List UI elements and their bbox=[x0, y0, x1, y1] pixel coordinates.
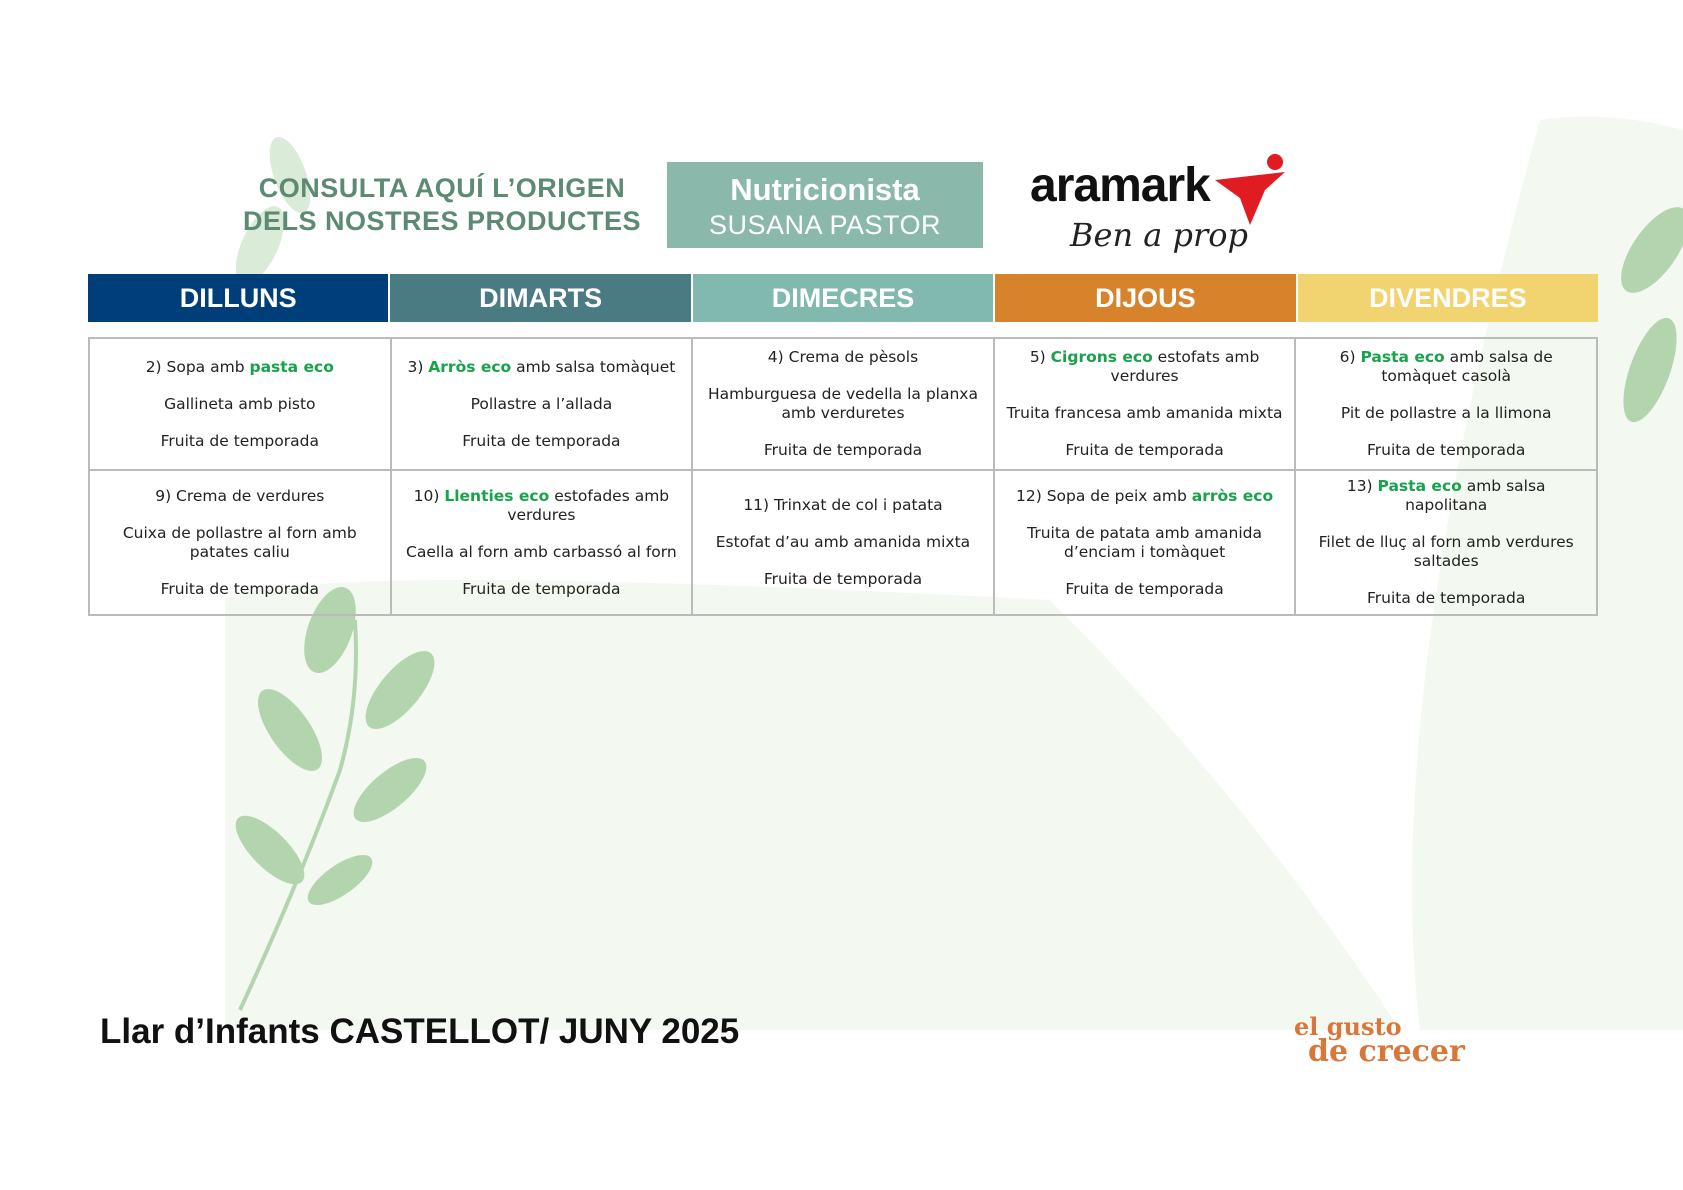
first-course bbox=[1304, 477, 1588, 515]
gusto-logo-line1: el gusto bbox=[1294, 1012, 1402, 1041]
dish-text: 9) Crema de verdures bbox=[155, 486, 325, 505]
nutritionist-box bbox=[667, 162, 983, 248]
dish-text: amb salsa napolitana bbox=[1405, 477, 1546, 514]
dish-text: estofades amb verdures bbox=[507, 486, 670, 524]
dessert: Fruita de temporada bbox=[763, 441, 923, 459]
origin-link-text[interactable] bbox=[232, 172, 652, 238]
second-course: Truita francesa amb amanida mixta bbox=[1006, 404, 1283, 422]
menu-cell bbox=[89, 338, 391, 470]
dessert: Fruita de temporada bbox=[1065, 441, 1224, 459]
origin-link-line2: DELS NOSTRES PRODUCTES bbox=[242, 206, 642, 236]
dish-text: amb salsa tomàquet bbox=[511, 357, 676, 376]
day-header-divendres: DIVENDRES bbox=[1298, 274, 1598, 322]
dish-text: 11) Trinxat de col i patata bbox=[743, 496, 943, 514]
menu-cell bbox=[1295, 470, 1597, 615]
first-course bbox=[1304, 348, 1588, 386]
dessert: Fruita de temporada bbox=[1367, 441, 1526, 459]
dessert: Fruita de temporada bbox=[763, 570, 923, 588]
menu-cell bbox=[1295, 338, 1597, 470]
second-course: Gallineta amb pisto bbox=[164, 394, 316, 413]
menu-cell bbox=[89, 470, 391, 615]
aramark-logo bbox=[1030, 150, 1300, 270]
table-row bbox=[89, 338, 1597, 470]
dish-text: 12) Sopa de peix amb bbox=[1016, 486, 1192, 505]
dessert: Fruita de temporada bbox=[1065, 579, 1224, 598]
aramark-tagline: Ben a prop bbox=[1070, 216, 1249, 254]
el-gusto-de-crecer-logo bbox=[1290, 1012, 1490, 1082]
aramark-wordmark: aramark bbox=[1030, 159, 1210, 212]
first-course bbox=[98, 487, 382, 506]
dish-text: 5) bbox=[1029, 348, 1051, 366]
dessert: Fruita de temporada bbox=[462, 579, 621, 598]
eco-highlight: Cigrons eco bbox=[1050, 348, 1153, 366]
day-header-dijous: DIJOUS bbox=[995, 274, 1297, 322]
eco-highlight: Pasta eco bbox=[1360, 348, 1445, 366]
eco-highlight: Pasta eco bbox=[1377, 477, 1462, 495]
dessert: Fruita de temporada bbox=[1367, 589, 1526, 607]
eco-highlight: arròs eco bbox=[1191, 486, 1274, 505]
second-course: Filet de lluç al forn amb verdures saltades bbox=[1318, 533, 1574, 570]
menu-cell bbox=[391, 470, 693, 615]
dish-text: 3) bbox=[407, 357, 429, 376]
dish-text: 2) Sopa amb bbox=[145, 357, 250, 376]
dessert: Fruita de temporada bbox=[462, 431, 621, 450]
eco-highlight: Arròs eco bbox=[428, 357, 512, 376]
first-course bbox=[98, 358, 382, 377]
origin-link-line1: CONSULTA AQUÍ L’ORIGEN bbox=[258, 173, 626, 203]
dish-text: 6) bbox=[1339, 348, 1361, 366]
dessert: Fruita de temporada bbox=[160, 431, 319, 450]
weekday-header bbox=[88, 274, 1598, 322]
menu-cell bbox=[994, 470, 1296, 615]
nutritionist-title: Nutricionista bbox=[730, 172, 920, 207]
dish-text: 13) bbox=[1346, 477, 1378, 495]
first-course bbox=[701, 348, 985, 367]
first-course bbox=[400, 487, 684, 525]
first-course bbox=[1003, 487, 1287, 506]
second-course: Pollastre a l’allada bbox=[470, 394, 613, 413]
second-course: Cuixa de pollastre al forn amb patates caliu bbox=[122, 523, 357, 561]
first-course bbox=[1003, 348, 1287, 386]
nutritionist-name: SUSANA PASTOR bbox=[708, 210, 942, 240]
day-header-dimecres: DIMECRES bbox=[693, 274, 995, 322]
second-course: Truita de patata amb amanida d’enciam i tomàquet bbox=[1027, 523, 1262, 561]
eco-highlight: Llenties eco bbox=[444, 486, 550, 505]
dish-text: estofats amb verdures bbox=[1110, 348, 1260, 385]
menu-cell bbox=[692, 338, 994, 470]
dessert: Fruita de temporada bbox=[160, 579, 319, 598]
first-course bbox=[400, 358, 684, 377]
day-header-dilluns: DILLUNS bbox=[88, 274, 390, 322]
day-header-dimarts: DIMARTS bbox=[390, 274, 692, 322]
table-row bbox=[89, 470, 1597, 615]
menu-table bbox=[88, 337, 1598, 616]
gusto-logo-line2: de crecer bbox=[1308, 1034, 1465, 1069]
footer-title: Llar d’Infants CASTELLOT/ JUNY 2025 bbox=[100, 1012, 740, 1051]
second-course: Caella al forn amb carbassó al forn bbox=[406, 542, 677, 561]
second-course: Pit de pollastre a la llimona bbox=[1340, 404, 1552, 422]
eco-highlight: pasta eco bbox=[249, 357, 334, 376]
dish-text: 4) Crema de pèsols bbox=[767, 348, 919, 366]
menu-cell bbox=[994, 338, 1296, 470]
dish-text: amb salsa de tomàquet casolà bbox=[1381, 348, 1553, 385]
dish-text: 10) bbox=[413, 486, 445, 505]
menu-cell bbox=[692, 470, 994, 615]
first-course bbox=[701, 496, 985, 515]
second-course: Hamburguesa de vedella la planxa amb verduretes bbox=[707, 385, 978, 422]
second-course: Estofat d’au amb amanida mixta bbox=[715, 533, 971, 551]
menu-cell bbox=[391, 338, 693, 470]
